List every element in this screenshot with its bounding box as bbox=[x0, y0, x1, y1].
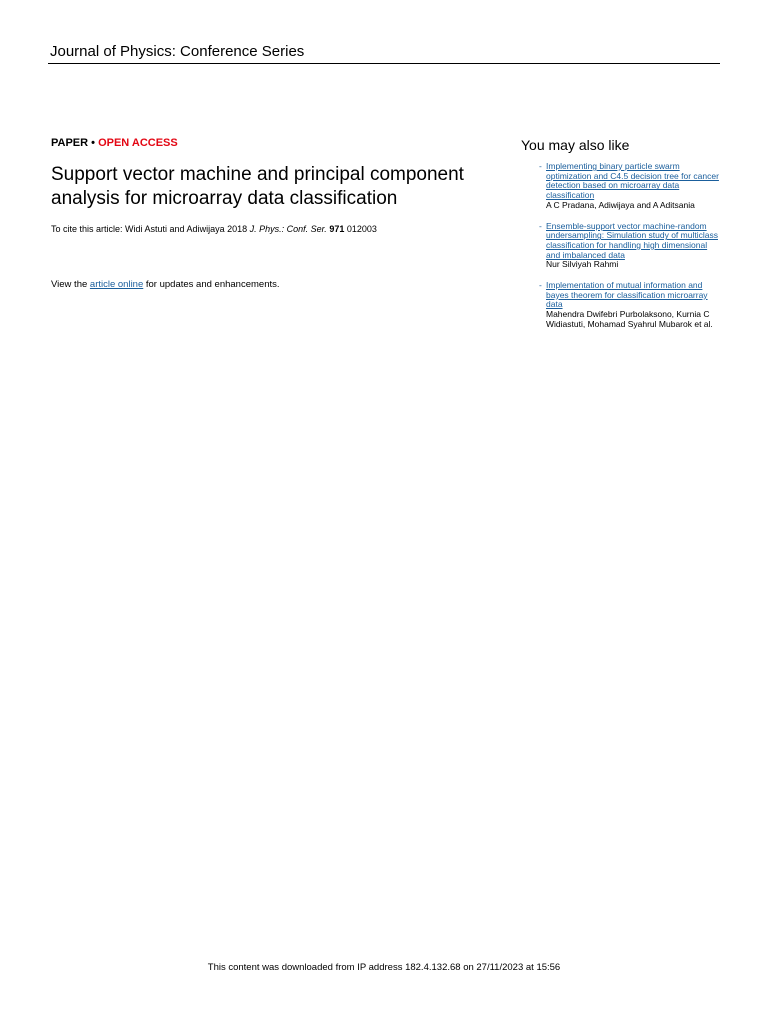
download-footer: This content was downloaded from IP address 182.4.132.68 on 27/11/2023 at 15:56 bbox=[207, 962, 561, 973]
paper-access-line bbox=[51, 136, 511, 150]
article-online-link[interactable]: article online bbox=[89, 279, 144, 290]
citation-number: 012003 bbox=[344, 224, 377, 234]
view-online-line bbox=[51, 279, 511, 291]
citation-journal: J. Phys.: Conf. Ser. bbox=[249, 224, 327, 234]
related-item-link[interactable]: Ensemble-support vector machine-random undersampling: Simulation study of multiclass classification for handling high dimensional and imbalanced data bbox=[546, 220, 718, 260]
related-item-link[interactable]: Implementation of mutual information and bayes theorem for classification microarray data bbox=[546, 280, 708, 310]
related-heading: You may also like bbox=[521, 137, 630, 153]
open-access-label: OPEN ACCESS bbox=[98, 137, 178, 149]
citation-prefix: To cite this article: Widi Astuti and Adiwijaya 2018 bbox=[51, 224, 250, 234]
citation-line bbox=[51, 223, 511, 235]
citation-volume: 971 bbox=[329, 224, 345, 234]
related-item-authors: Mahendra Dwifebri Purbolaksono, Kurnia C Widiastuti, Mohamad Syahrul Mubarok et al. bbox=[546, 309, 713, 329]
view-suffix: for updates and enhancements. bbox=[143, 279, 280, 290]
journal-title: Journal of Physics: Conference Series bbox=[50, 43, 305, 60]
view-prefix: View the bbox=[51, 279, 90, 290]
related-item bbox=[521, 281, 721, 330]
related-item-authors: Nur Silviyah Rahmi bbox=[546, 259, 619, 270]
article-title: Support vector machine and principal component analysis for microarray data classification bbox=[51, 164, 464, 209]
article-header bbox=[51, 136, 511, 291]
related-item bbox=[521, 222, 721, 271]
list-dash: - bbox=[539, 161, 542, 171]
list-dash: - bbox=[539, 220, 542, 231]
list-dash: - bbox=[539, 280, 542, 291]
related-item-link[interactable]: Implementing binary particle swarm optimization and C4.5 decision tree for cancer detection based on microarray data classification bbox=[546, 161, 719, 201]
label-separator: • bbox=[88, 137, 99, 149]
related-item-authors: A C Pradana, Adiwijaya and A Aditsania bbox=[546, 199, 695, 210]
paper-type-label: PAPER bbox=[51, 137, 89, 149]
header-divider bbox=[48, 63, 720, 64]
related-item bbox=[521, 162, 721, 211]
related-articles-sidebar bbox=[521, 136, 721, 341]
